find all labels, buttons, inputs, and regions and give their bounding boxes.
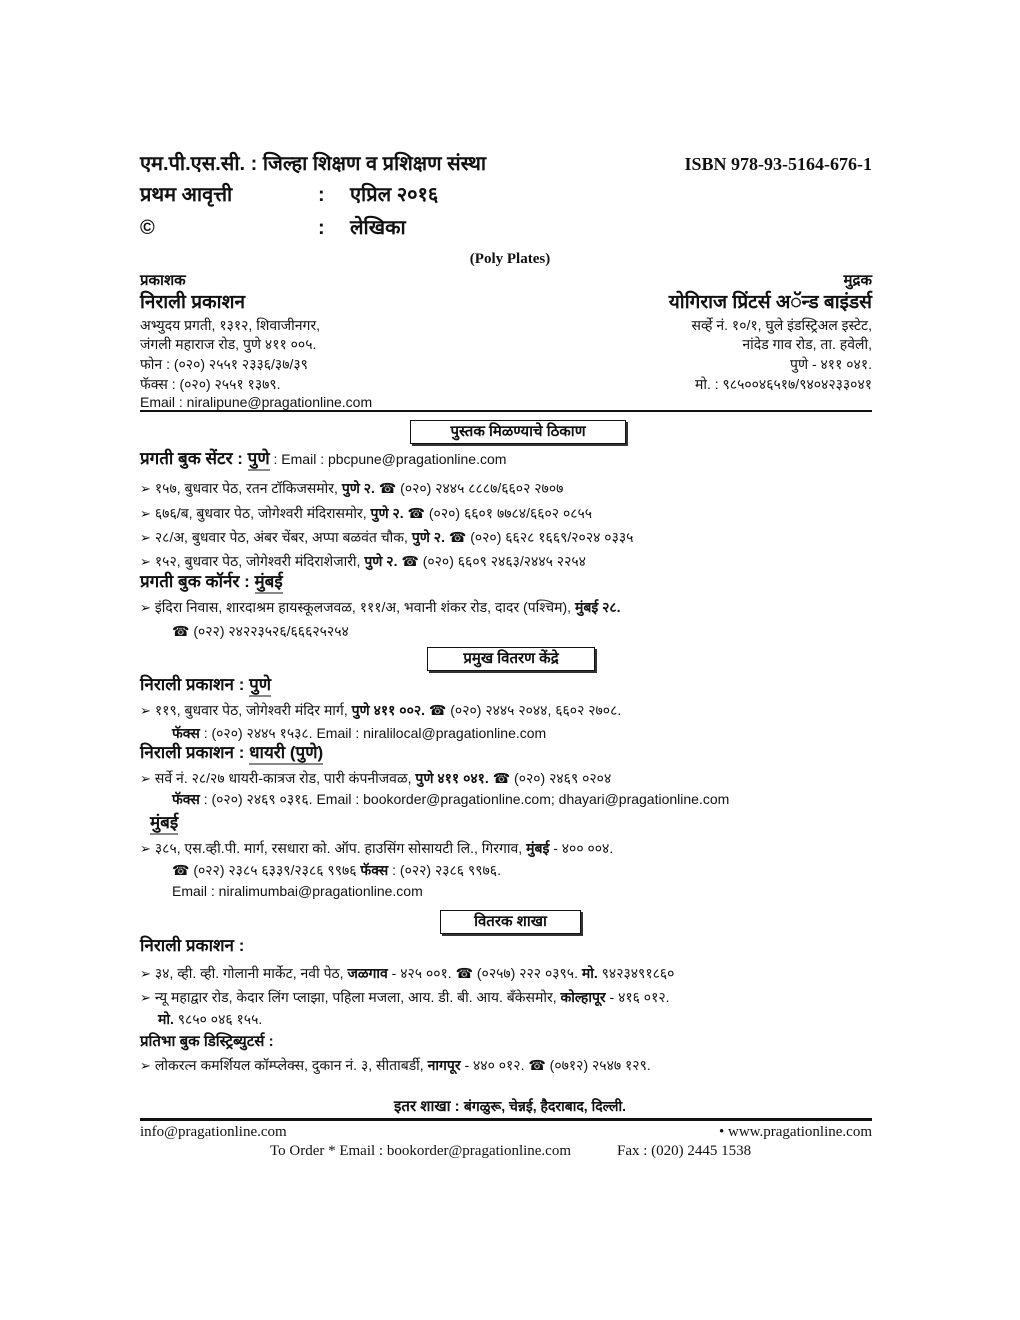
edition-label: प्रथम आवृत्ती — [140, 184, 233, 206]
list-item — [140, 769, 611, 788]
fax-label: फॅक्स — [172, 791, 200, 807]
printer-address: पुणे - ४११ ०४१. — [790, 356, 872, 372]
phone: ☎ (०२२) २४२२३५२६/६६६२५२५४ — [172, 623, 349, 639]
printer-address: नांदेड गाव रोड, ता. हवेली, — [742, 336, 872, 352]
section-heading-distribution-centres: प्रमुख वितरण केंद्रे — [427, 647, 595, 671]
city: मुंबई २८. — [574, 599, 621, 615]
book-title: एम.पी.एस.सी. : जिल्हा शिक्षण व प्रशिक्षण संस्था — [140, 153, 487, 175]
list-item — [140, 1056, 651, 1075]
mobile-label: मो. — [158, 1011, 174, 1027]
list-item — [140, 964, 674, 983]
city: पुणे २. — [370, 505, 404, 521]
pbc-city: पुणे — [248, 449, 270, 471]
branch-heading: निराली प्रकाशन : — [140, 936, 245, 955]
pbc-email: : Email : pbcpune@pragationline.com — [269, 451, 507, 467]
bullet-arrow-icon: ➢ — [140, 990, 151, 1005]
pune-city: पुणे — [249, 675, 271, 697]
bullet-arrow-icon: ➢ — [140, 481, 151, 496]
address: सर्वे नं. २८/२७ धायरी-कात्रज रोड, पारी कंपनीजवळ, — [154, 770, 416, 786]
city: पुणे २. — [411, 529, 445, 545]
pincode: - ४१६ ०१२. — [605, 989, 670, 1005]
bullet-arrow-icon: ➢ — [140, 703, 151, 718]
list-item — [140, 701, 621, 720]
list-item — [140, 598, 621, 617]
bullet-arrow-icon: ➢ — [140, 600, 151, 615]
mobile: ९४२३४९१८६० — [597, 965, 675, 981]
list-item — [140, 504, 592, 523]
address: ६७६/ब, बुधवार पेठ, जोगेश्वरी मंदिरासमोर, — [154, 505, 371, 521]
list-item — [140, 839, 613, 858]
printer-mobile: मो. : ९८५००४६५१७/९४०४२३३०४१ — [694, 376, 872, 392]
order-email: To Order * Email : bookorder@pragationline.com — [270, 1143, 572, 1159]
fax-email: : (०२०) २४६९ ०३१६. Email : bookorder@pragationline.com; dhayari@pragationline.com — [199, 791, 730, 807]
publisher-name: निराली प्रकाशन — [140, 292, 246, 313]
divider — [140, 410, 872, 412]
list-item — [140, 479, 563, 498]
bullet-arrow-icon: ➢ — [140, 1058, 151, 1073]
pbk-heading: प्रगती बुक कॉर्नर : — [140, 572, 255, 591]
fax-email: : (०२०) २४४५ १५३८. Email : niralilocal@pragationline.com — [199, 725, 547, 741]
printer-label: मुद्रक — [843, 272, 872, 289]
section-heading-branches: वितरक शाखा — [440, 910, 581, 934]
mumbai-heading: मुंबई — [150, 813, 178, 835]
address: २८/अ, बुधवार पेठ, अंबर चेंबर, अप्पा बळवंत चौक, — [154, 529, 412, 545]
bullet-arrow-icon: ➢ — [140, 506, 151, 521]
publisher-address: जंगली महाराज रोड, पुणे ४११ ००५. — [140, 336, 317, 352]
pbk-city: मुंबई — [255, 572, 283, 594]
divider — [140, 1118, 872, 1121]
pincode: - ४०० ००४. — [549, 840, 614, 856]
city: पुणे ४११ ००२. — [351, 702, 426, 718]
address: १५७, बुधवार पेठ, रतन टॉकिजसमोर, — [154, 480, 342, 496]
mobile: ९८५० ०४६ १५५. — [173, 1011, 263, 1027]
mobile-label: मो. — [581, 965, 598, 981]
phone: - ४२५ ००१. ☎ (०२५७) २२२ ०३९५. — [387, 965, 582, 981]
address: ११९, बुधवार पेठ, जोगेश्वरी मंदिर मार्ग, — [154, 702, 352, 718]
phone: ☎ (०२०) २४६९ ०२०४ — [488, 770, 612, 786]
copyright-value: लेखिका — [350, 217, 406, 239]
address: ३८५, एस.व्ही.पी. मार्ग, रसधारा को. ऑप. हाउसिंग सोसायटी लि., गिरगाव, — [154, 840, 527, 856]
city: नागपूर — [427, 1057, 461, 1073]
phone: ☎ (०२२) २३८५ ६३३९/२३८६ ९९७६ — [172, 862, 361, 878]
address: न्यू महाद्वार रोड, केदार लिंग प्लाझा, पहिला मजला, आय. डी. बी. आय. बँकेसमोर, — [154, 989, 561, 1005]
dhayari-city: धायरी (पुणे) — [249, 743, 323, 765]
phone: ☎ (०२०) ६६०९ २४६३/२४४५ २२५४ — [397, 553, 586, 569]
bullet-arrow-icon: ➢ — [140, 966, 151, 981]
fax-label: फॅक्स — [172, 725, 200, 741]
plates-note: (Poly Plates) — [469, 251, 551, 267]
footer-email[interactable]: info@pragationline.com — [140, 1124, 287, 1140]
colon: : — [318, 217, 325, 239]
bullet-arrow-icon: ➢ — [140, 841, 151, 856]
email: Email : niralimumbai@pragationline.com — [172, 883, 423, 899]
bullet-arrow-icon: ➢ — [140, 554, 151, 569]
section-heading-book-locations: पुस्तक मिळण्याचे ठिकाण — [410, 420, 626, 444]
address: लोकरत्न कमर्शियल कॉम्प्लेक्स, दुकान नं. ३, सीताबर्डी, — [154, 1057, 428, 1073]
list-item — [140, 528, 633, 547]
bullet-arrow-icon: ➢ — [140, 530, 151, 545]
city: पुणे ४११ ०४१. — [415, 770, 489, 786]
dhayari-heading: निराली प्रकाशन : — [140, 743, 250, 762]
fax: : (०२२) २३८६ ९९७६. — [388, 862, 501, 878]
bullet-arrow-icon: ➢ — [140, 771, 151, 786]
pratibha-heading: प्रतिभा बुक डिस्ट्रिब्युटर्स : — [140, 1033, 274, 1050]
printer-address: सर्व्हे नं. १०/१, घुले इंडस्ट्रिअल इस्टेट, — [691, 317, 872, 333]
colon: : — [318, 184, 325, 206]
address: १५२, बुधवार पेठ, जोगेश्वरी मंदिराशेजारी, — [154, 553, 365, 569]
fax-label: फॅक्स — [360, 862, 389, 878]
list-item — [140, 988, 670, 1007]
publisher-address: अभ्युदय प्रगती, १३१२, शिवाजीनगर, — [140, 317, 321, 333]
isbn: ISBN 978-93-5164-676-1 — [684, 154, 872, 174]
city: मुंबई — [526, 840, 550, 856]
footer-fax: Fax : (020) 2445 1538 — [617, 1143, 752, 1159]
edition-value: एप्रिल २०१६ — [350, 184, 439, 206]
phone: ☎ (०२०) ६६२८ १६६९/२०२४ ०३३५ — [444, 529, 634, 545]
publisher-label: प्रकाशक — [140, 272, 186, 289]
phone: ☎ (०२०) २४४५ ८८८७/६६०२ २७०७ — [374, 480, 564, 496]
publisher-fax: फॅक्स : (०२०) २५५१ १३७९. — [140, 376, 281, 392]
address: इंदिरा निवास, शारदाश्रम हायस्कूलजवळ, १११/अ, भवानी शंकर रोड, दादर (पश्चिम), — [154, 599, 575, 615]
address: ३४, व्ही. व्ही. गोलानी मार्केट, नवी पेठ, — [154, 965, 348, 981]
printer-name: योगिराज प्रिंटर्स अॅन्ड बाइंडर्स — [668, 292, 872, 313]
other-branches-label: इतर शाखा : — [394, 1098, 464, 1115]
publisher-phone: फोन : (०२०) २५५१ २३३६/३७/३९ — [140, 356, 308, 372]
city: पुणे २. — [341, 480, 375, 496]
publisher-email: Email : niralipune@pragationline.com — [140, 394, 373, 410]
pbc-heading: प्रगती बुक सेंटर : — [140, 449, 248, 468]
copyright-symbol: © — [140, 217, 155, 239]
city: जळगाव — [347, 965, 388, 981]
city: पुणे २. — [364, 553, 398, 569]
list-item — [140, 552, 586, 571]
city: कोल्हापूर — [560, 989, 606, 1005]
pune-heading: निराली प्रकाशन : — [140, 675, 250, 694]
phone: ☎ (०२०) २४४५ २०४४, ६६०२ २७०८. — [425, 702, 622, 718]
phone: ☎ (०२०) ६६०१ ७७८४/६६०२ ०८५५ — [403, 505, 593, 521]
footer-website[interactable]: • www.pragationline.com — [719, 1124, 872, 1140]
other-branches: बंगळुरू, चेन्नई, हैदराबाद, दिल्ली. — [463, 1098, 626, 1114]
phone: - ४४० ०१२. ☎ (०७१२) २५४७ १२९. — [460, 1057, 651, 1073]
